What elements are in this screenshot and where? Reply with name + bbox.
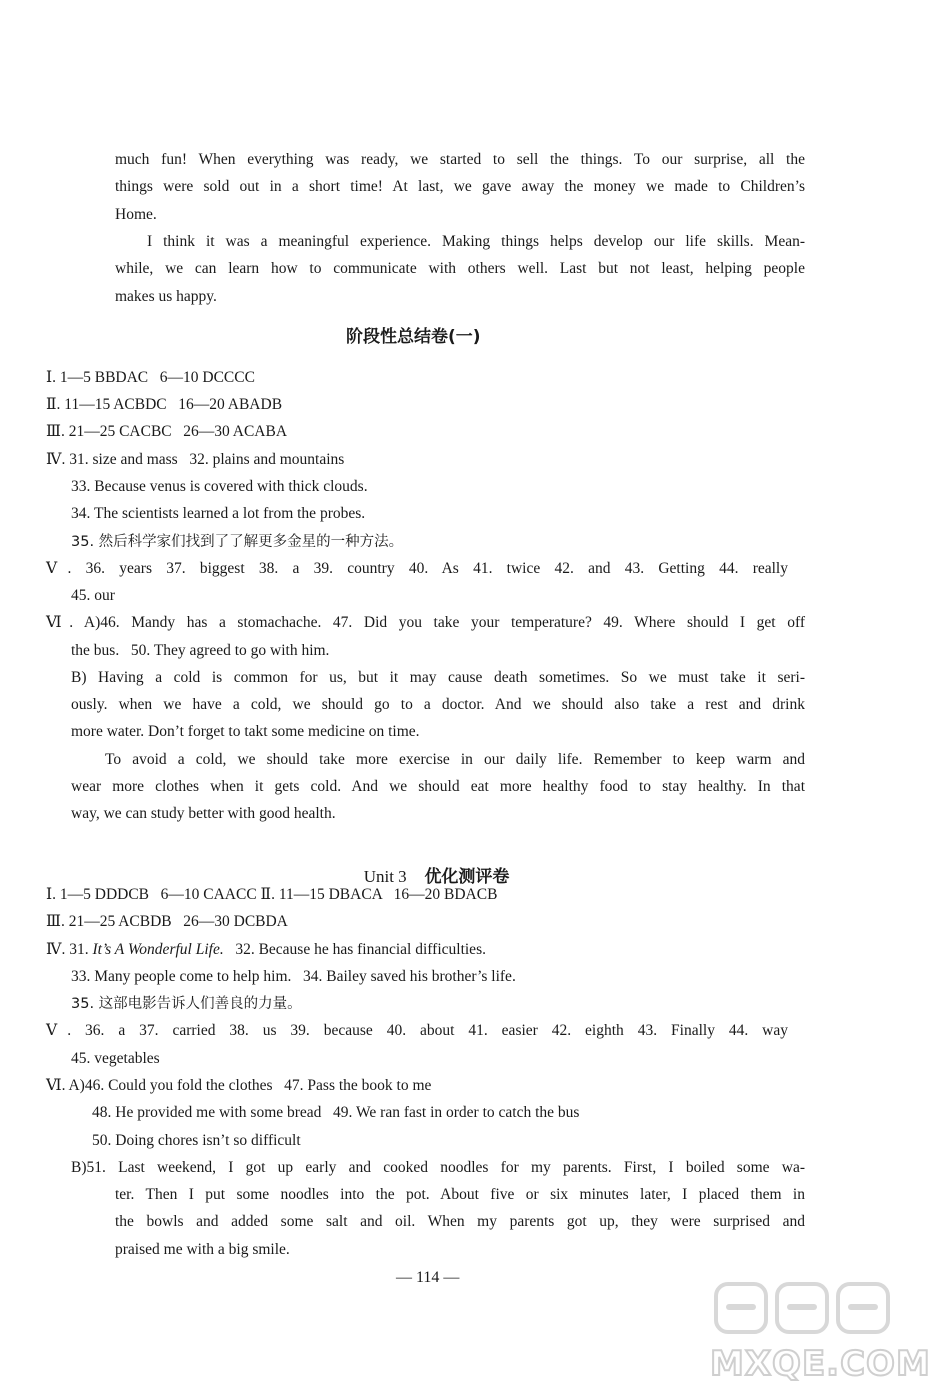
essay-line: way, we can study better with good health. xyxy=(71,805,336,822)
text-line: I think it was a meaningful experience. Making things helps develop our life skills. Mean- xyxy=(147,233,805,250)
watermark-text: MXQE.COM xyxy=(710,1344,931,1384)
text-line: Home. xyxy=(115,206,157,223)
watermark xyxy=(710,1280,931,1384)
item-number: Ⅳ. 31. xyxy=(46,941,93,958)
page-number: — 114 — xyxy=(396,1269,460,1286)
text-line: while, we can learn how to communicate with others well. Last but not least, helping people xyxy=(115,260,805,277)
essay-line: ter. Then I put some noodles into the pot. About five or six minutes later, I placed them in xyxy=(115,1186,805,1203)
answer-line: Ⅳ. 31. size and mass 32. plains and mountains xyxy=(46,451,345,468)
answer-line: 34. The scientists learned a lot from the probes. xyxy=(71,505,366,522)
answer-line: the bus. 50. They agreed to go with him. xyxy=(71,642,330,659)
essay-line: B)51. Last weekend, I got up early and cooked noodles for my parents. First, I boiled some wa- xyxy=(71,1159,805,1176)
answer-line: Ⅲ. 21—25 ACBDB 26—30 DCBDA xyxy=(46,913,288,930)
unit-title: 优化测评卷 xyxy=(424,867,510,887)
essay-line: wear more clothes when it gets cold. And we should eat more healthy food to stay healthy. In that xyxy=(71,778,805,795)
text-line: makes us happy. xyxy=(115,288,217,305)
text-line: things were sold out in a short time! At last, we gave away the money we made to Children’s xyxy=(115,178,805,195)
essay-line: ously. when we have a cold, we should go to a doctor. And we should also take a rest and drink xyxy=(71,696,805,713)
essay-line: To avoid a cold, we should take more exercise in our daily life. Remember to keep warm and xyxy=(105,751,805,768)
answer-line: Ⅲ. 21—25 CACBC 26—30 ACABA xyxy=(46,423,288,440)
answer-line: 45. our xyxy=(71,587,115,604)
answer-line: Ⅵ. A)46. Mandy has a stomachache. 47. Did you take your temperature? 49. Where should I get off xyxy=(46,614,805,631)
answer-line: 50. Doing chores isn’t so difficult xyxy=(92,1132,301,1149)
answer-line: 33. Because venus is covered with thick clouds. xyxy=(71,478,368,495)
answer-line: Ⅱ. 11—15 ACBDC 16—20 ABADB xyxy=(46,396,283,413)
answer-line: Ⅴ. 36. years 37. biggest 38. a 39. country 40. As 41. twice 42. and 43. Getting 44. really xyxy=(46,560,788,577)
answer-line xyxy=(46,940,486,960)
section-title: 阶段性总结卷(一) xyxy=(346,327,481,347)
essay-line: the bowls and added some salt and oil. When my parents got up, they were surprised and xyxy=(115,1213,805,1230)
answer-line: 33. Many people come to help him. 34. Bailey saved his brother’s life. xyxy=(71,968,516,985)
essay-line: more water. Don’t forget to takt some medicine on time. xyxy=(71,723,420,740)
answer-line: 35. 然后科学家们找到了了解更多金星的一种方法。 xyxy=(71,534,404,550)
unit-label: Unit 3 xyxy=(363,867,407,886)
answer-line: Ⅰ. 1—5 DDDCB 6—10 CAACC Ⅱ. 11—15 DBACA 16—20 BDACB xyxy=(46,886,498,903)
movie-title: It’s A Wonderful Life. xyxy=(92,941,224,958)
answer-line: 48. He provided me with some bread 49. We ran fast in order to catch the bus xyxy=(92,1104,580,1121)
text-line: much fun! When everything was ready, we started to sell the things. To our surprise, all the xyxy=(115,151,805,168)
answer-line: Ⅵ. A)46. Could you fold the clothes 47. Pass the book to me xyxy=(46,1077,432,1094)
essay-line: B) Having a cold is common for us, but it may cause death sometimes. So we must take it seri- xyxy=(71,669,805,686)
answer-text: 32. Because he has financial difficulties. xyxy=(223,941,486,958)
answer-line: Ⅴ. 36. a 37. carried 38. us 39. because 40. about 41. easier 42. eighth 43. Finally 44. way xyxy=(46,1022,788,1039)
answer-line: Ⅰ. 1—5 BBDAC 6—10 DCCCC xyxy=(46,369,255,386)
essay-line: praised me with a big smile. xyxy=(115,1241,290,1258)
answer-line: 45. vegetables xyxy=(71,1050,160,1067)
answer-line: 35. 这部电影告诉人们善良的力量。 xyxy=(71,996,302,1012)
answer-logo-icon xyxy=(714,1280,890,1336)
